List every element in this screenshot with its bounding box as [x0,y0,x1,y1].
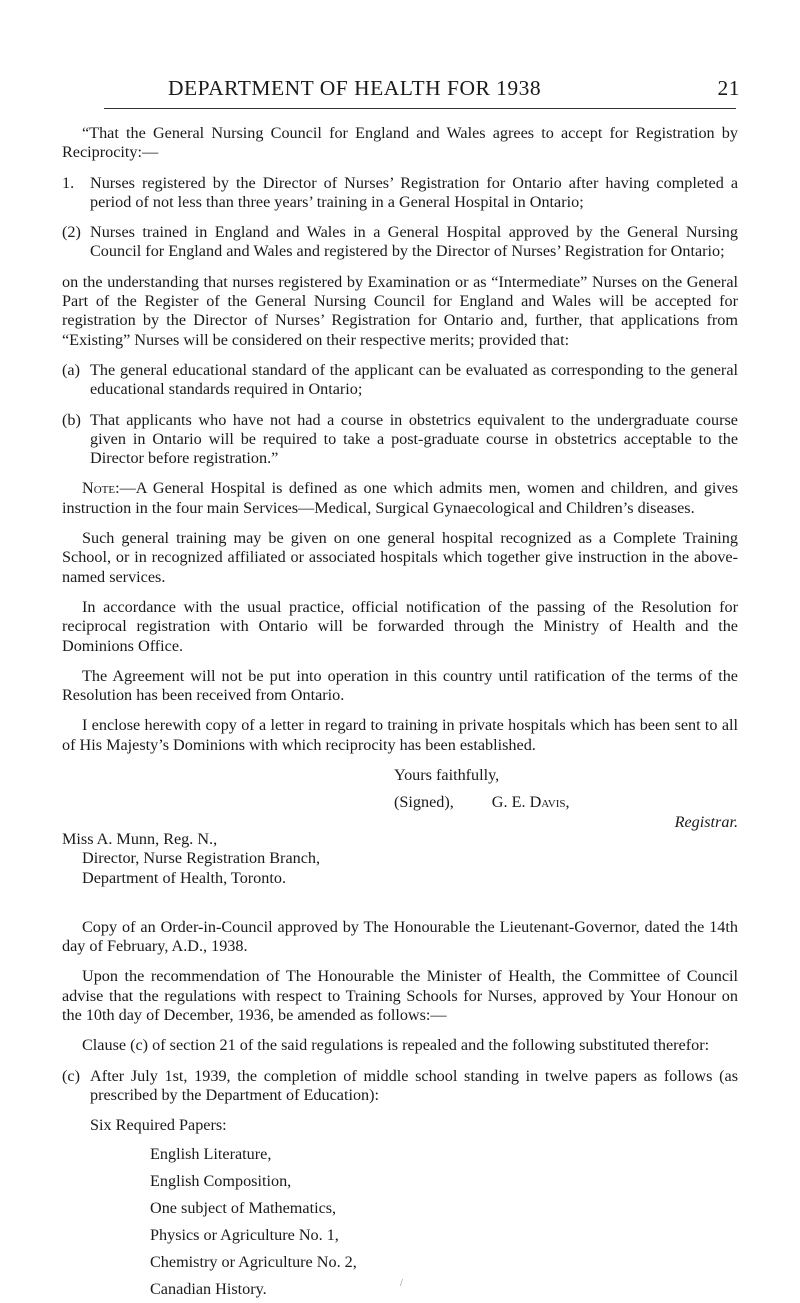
paragraph: I enclose herewith copy of a letter in regard to training in private hospitals which has been sent to all of His Majesty’s Dominions with which reciprocity has been established. [62,716,738,754]
signatory-name [492,793,570,812]
stray-mark: / [400,1278,403,1289]
papers-block [90,1116,738,1303]
recipient-address [62,830,738,888]
item-text: Nurses registered by the Director of Nurses’ Registration for Ontario after having completed a period of not less than three years’ training in a General Hospital in Ontario; [90,173,738,211]
closing: Yours faithfully, [394,766,500,785]
list-item: Canadian History. [150,1280,267,1299]
paragraph: The Agreement will not be put into operation in this country until ratification of the terms of the Resolution has been received from Ontario. [62,666,738,705]
understanding-paragraph: on the understanding that nurses registered by Examination or as “Intermediate” Nurses on the General Part of the Register of the General Nursing Council for England and Wales will be accepted for registration by the Director of Nurses’ Registration for Ontario and, further, that applications from “Existing” Nurses will be considered on their respective merits; provided that: [62,272,738,349]
item-label: 1. [62,173,75,192]
address-line: Department of Health, Toronto. [82,868,287,887]
page-number: 21 [717,76,740,100]
lettered-item [62,411,738,469]
paragraph: In accordance with the usual practice, official notification of the passing of the Resolution for reciprocal registration with Ontario will be forwarded through the Ministry of Health and the Dominions Office. [62,597,738,655]
papers-heading: Six Required Papers: [90,1116,227,1135]
item-label: (b) [62,410,81,429]
letter-body [62,124,738,1303]
header-title: DEPARTMENT OF HEALTH FOR 1938 [168,76,542,100]
order-recommendation: Upon the recommendation of The Honourable the Minister of Health, the Committee of Council advise that the regulations with respect to Training Schools for Nurses, approved by Your Honour on the 10th day of December, 1936, be amended as follows:— [62,967,738,1024]
list-item: Physics or Agriculture No. 1, [150,1226,339,1245]
signed-label: (Signed), [394,793,454,812]
item-label: (a) [62,360,80,379]
list-item: One subject of Mathematics, [150,1199,337,1218]
header-rule [104,108,736,109]
order-intro: Copy of an Order-in-Council approved by The Honourable the Lieutenant-Governor, dated the 14th day of February, A.D., 1938. [62,917,738,956]
paragraph: Such general training may be given on one general hospital recognized as a Complete Training School, or in recognized affiliated or associated hospitals which together give instruction in the above-named services. [62,529,738,586]
lettered-item [62,361,738,400]
item-label: (2) [62,223,81,242]
list-item: English Literature, [150,1145,272,1164]
signature-block [62,766,738,832]
clause-paragraph: Clause (c) of section 21 of the said regulations is repealed and the following substituted therefor: [82,1036,710,1055]
item-text: Nurses trained in England and Wales in a General Hospital approved by the General Nursing Council for England and Wales and registered by the Director of Nurses’ Registration for Ontario; [90,223,738,261]
papers-list [150,1141,738,1303]
item-label: (c) [62,1066,80,1085]
address-line: Miss A. Munn, Reg. N., [62,829,218,848]
numbered-item [62,223,738,262]
item-text: The general educational standard of the applicant can be evaluated as corresponding to the general educational standards required in Ontario; [90,360,738,399]
item-text: That applicants who have not had a course in obstetrics equivalent to the undergraduate course given in Ontario will be required to take a post-graduate course in obstetrics acceptable to the Director before registration.” [90,410,738,468]
signatory-surname: Davis, [529,793,570,812]
address-line: Director, Nurse Registration Branch, [82,849,321,868]
note-label: Note [82,479,116,498]
list-item: English Composition, [150,1172,292,1191]
clause-item [62,1067,738,1106]
resolution-intro: “That the General Nursing Council for England and Wales agrees to accept for Registration by Reciprocity:— [62,124,738,162]
item-text: After July 1st, 1939, the completion of middle school standing in twelve papers as follows (as prescribed by the Department of Education): [90,1066,738,1104]
signatory-initials: G. E. [491,793,530,812]
signatory-title: Registrar. [674,812,738,831]
note-text: :—A General Hospital is defined as one which admits men, women and children, and gives instruction in the four main Services—Medical, Surgical Gynaecological and Children’s diseases. [62,479,738,517]
list-item: Chemistry or Agriculture No. 2, [150,1253,357,1272]
numbered-item [62,174,738,213]
note-paragraph [62,479,738,518]
